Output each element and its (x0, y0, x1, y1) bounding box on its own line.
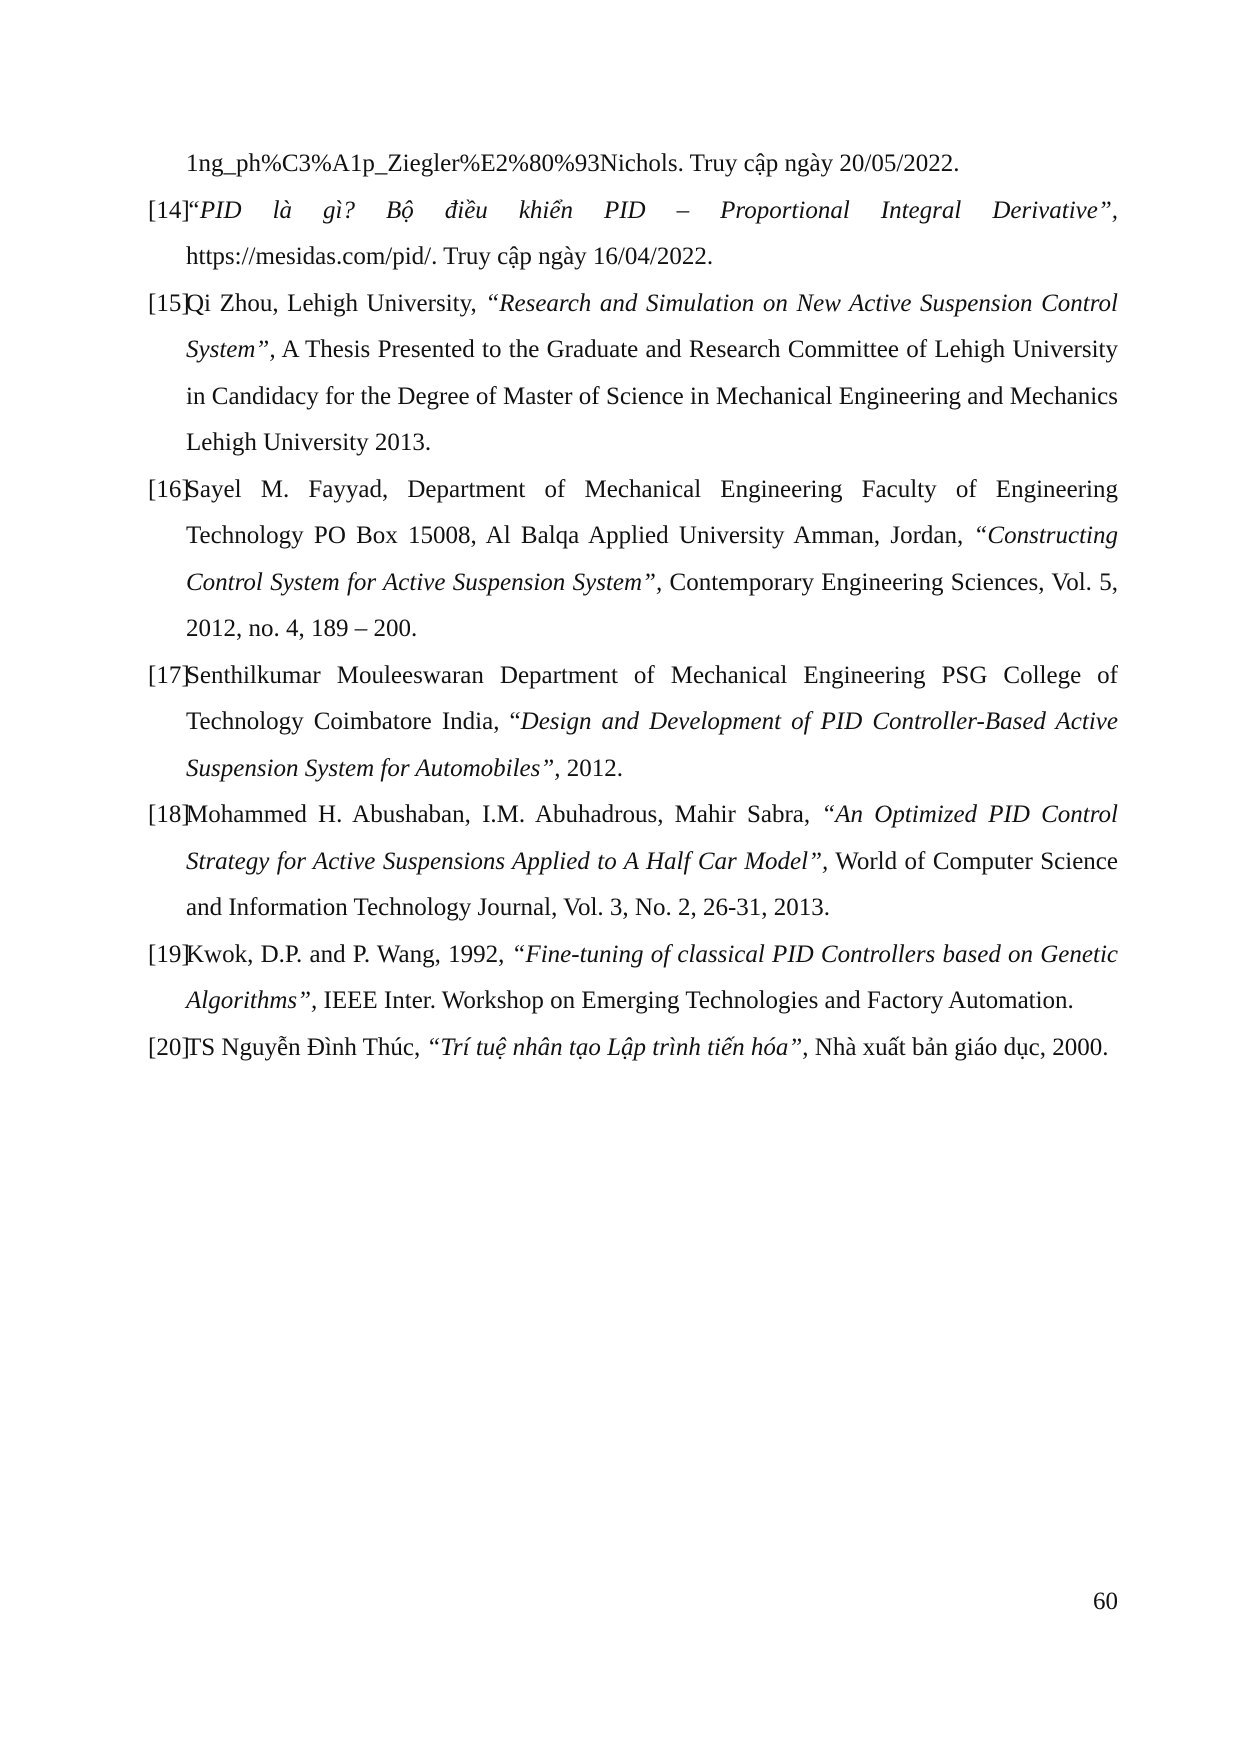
reference-title: “Fine-tuning of classical PID Controllers based on Genetic Algorithms”, (186, 940, 1118, 1014)
reference-text (186, 150, 960, 177)
reference-text (186, 941, 1118, 1015)
reference-segment: Sayel M. Fayyad, Department of Mechanical Engineering Faculty of Engineering Technology PO Box 15008, Al Balqa Applied University Amman, Jordan, (186, 475, 1118, 549)
reference-text (186, 476, 1118, 643)
reference-segment: https://mesidas.com/pid/. Truy cập ngày 16/04/2022. (186, 243, 714, 270)
reference-item (148, 1025, 1118, 1072)
reference-item (148, 281, 1118, 467)
reference-item (148, 932, 1118, 1025)
reference-segment: Mohammed H. Abushaban, I.M. Abuhadrous, Mahir Sabra, (186, 801, 822, 828)
reference-segment: World of Computer Science and Information Technology Journal, Vol. 3, No. 2, 26-31, 2013. (186, 847, 1118, 921)
reference-title: “Trí tuệ nhân tạo Lập trình tiến hóa” (426, 1033, 803, 1061)
reference-item (148, 653, 1118, 793)
reference-text (186, 290, 1118, 457)
reference-number: [19] (148, 940, 190, 968)
reference-list (148, 141, 1118, 1071)
reference-title: “PID là gì? Bộ điều khiển PID – Proportional Integral Derivative”, (186, 196, 1118, 224)
reference-number: [15] (148, 289, 190, 317)
reference-segment: 2012. (560, 754, 624, 782)
reference-text (186, 1034, 1108, 1061)
reference-segment: TS Nguyễn Đình Thúc, (186, 1033, 427, 1061)
reference-item (148, 792, 1118, 932)
reference-segment: Kwok, D.P. and P. Wang, 1992, (186, 940, 512, 968)
reference-number: [17] (148, 661, 190, 689)
reference-text (186, 197, 1118, 271)
reference-segment: 1ng_ph%C3%A1p_Ziegler%E2%80%93Nichols. Truy cập ngày 20/05/2022. (186, 150, 960, 177)
reference-segment: A Thesis Presented to the Graduate and Research Committee of Lehigh University in Candidacy for the Degree of Master of Science in Mechanical Engineering and Mechanics Lehigh University 2013. (186, 336, 1118, 456)
reference-text (186, 662, 1118, 782)
reference-segment: Qi Zhou, Lehigh University, (186, 289, 486, 317)
reference-segment: IEEE Inter. Workshop on Emerging Technologies and Factory Automation. (317, 987, 1074, 1014)
reference-title: “Research and Simulation on New Active Suspension Control System”, (186, 289, 1118, 363)
reference-item (148, 467, 1118, 653)
reference-number: [20] (148, 1033, 190, 1061)
reference-number: [14] (148, 196, 190, 224)
reference-segment: , Nhà xuất bản giáo dục, 2000. (802, 1033, 1109, 1061)
reference-segment: Senthilkumar Mouleeswaran Department of Mechanical Engineering PSG College of Technology Coimbatore India, “ (186, 661, 1118, 735)
reference-number: [16] (148, 475, 190, 503)
reference-number: [18] (148, 801, 190, 828)
page-number: 60 (1093, 1588, 1118, 1615)
reference-item (148, 141, 1118, 188)
reference-title: “An Optimized PID Control Strategy for Active Suspensions Applied to A Half Car Model”, (186, 801, 1118, 875)
reference-title: Design and Development of PID Controller-Based Active Suspension System for Automobiles”, (186, 708, 1118, 782)
reference-text (186, 801, 1118, 921)
reference-segment: Contemporary Engineering Sciences, Vol. 5, 2012, no. 4, 189 – 200. (186, 568, 1118, 642)
reference-item (148, 188, 1118, 281)
reference-title: “Constructing Control System for Active Suspension System”, (186, 522, 1118, 596)
